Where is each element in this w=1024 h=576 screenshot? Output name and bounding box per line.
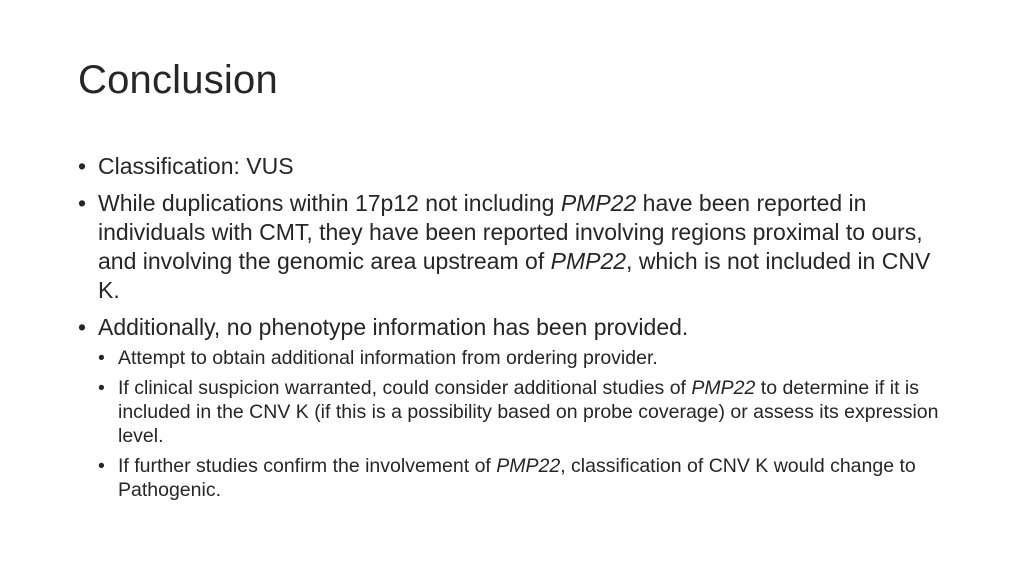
gene-name: PMP22 — [550, 248, 627, 274]
sub-bullet-list — [98, 346, 958, 502]
sub-bullet-text: to determine if it is included in the CNV K (if this is a possibility based on probe coverage) or assess its expression level. — [118, 377, 939, 447]
gene-name: PMP22 — [496, 455, 561, 477]
bullet-text: Additionally, no phenotype information has been provided. — [98, 314, 689, 340]
gene-name: PMP22 — [691, 377, 756, 399]
sub-bullet-text: If further studies confirm the involvement of — [118, 455, 497, 477]
bullet-icon: • — [78, 153, 87, 179]
sub-bullet-text: If clinical suspicion warranted, could consider additional studies of — [118, 377, 692, 399]
bullet-text: While duplications within 17p12 not including — [98, 190, 561, 216]
sub-bullet-item-further-studies — [98, 454, 958, 502]
bullet-icon: • — [78, 314, 87, 340]
sub-bullet-item-attempt — [98, 346, 958, 370]
bullet-list — [78, 152, 958, 502]
bullet-text: Classification: VUS — [98, 153, 294, 179]
bullet-icon: • — [78, 190, 87, 216]
bullet-item-phenotype — [78, 313, 958, 502]
sub-bullet-text: , classification of CNV K would change to Pathogenic. — [118, 455, 916, 501]
bullet-icon: • — [98, 377, 105, 399]
sub-bullet-item-clinical-suspicion — [98, 376, 958, 448]
bullet-text: , which is not included in CNV K. — [98, 248, 931, 303]
bullet-item-duplications — [78, 189, 958, 305]
bullet-icon: • — [98, 347, 105, 369]
bullet-icon: • — [98, 455, 105, 477]
slide-content — [78, 152, 958, 510]
bullet-text: have been reported in individuals with CMT, they have been reported involving regions proximal to ours, and involving the genomic area upstream of — [98, 190, 923, 274]
bullet-item-classification — [78, 152, 958, 181]
slide-title: Conclusion — [78, 58, 278, 102]
gene-name: PMP22 — [560, 190, 637, 216]
sub-bullet-text: Attempt to obtain additional information from ordering provider. — [118, 347, 658, 369]
